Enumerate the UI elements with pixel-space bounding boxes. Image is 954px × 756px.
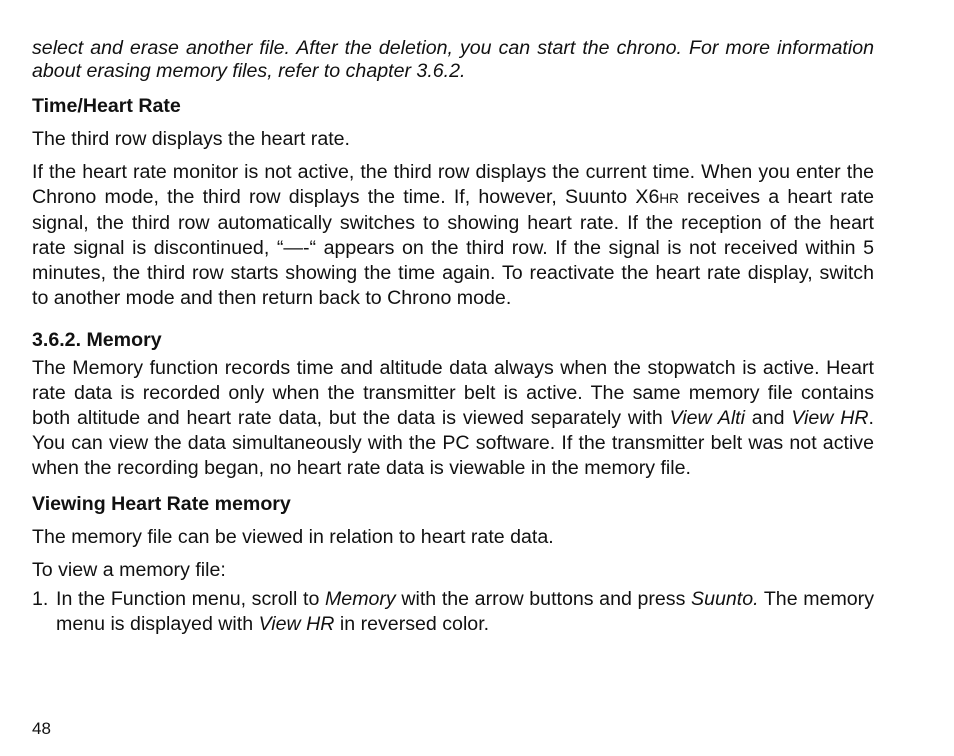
- paragraph-text: receives a heart rate signal, the third row automatically switches to showing heart rate. If the reception of the heart rate signal is discontinued, “—-“ appears on the third row. If the signal is not received within 5 minutes, the third row starts showing the time again. To reactivate the heart rate display, switch to another mode and then return back to Chrono mode.: [32, 186, 874, 309]
- view-hr-term: View HR: [791, 407, 869, 429]
- memory-heading: 3.6.2. Memory: [32, 329, 162, 351]
- memory-paragraph: [32, 356, 874, 481]
- to-view-paragraph: To view a memory file:: [32, 559, 226, 581]
- third-row-paragraph: The third row displays the heart rate.: [32, 128, 351, 150]
- suunto-term: Suunto.: [691, 588, 759, 610]
- viewing-heart-rate-memory-heading: Viewing Heart Rate memory: [32, 493, 291, 515]
- page-number: 48: [32, 719, 51, 738]
- step-text: with the arrow buttons and press: [395, 588, 692, 610]
- memory-term: Memory: [324, 588, 396, 610]
- memory-file-paragraph: The memory file can be viewed in relation to heart rate data.: [32, 526, 554, 548]
- step-text: In the Function menu, scroll to: [56, 588, 325, 610]
- paragraph-text: and: [744, 407, 792, 429]
- heart-rate-monitor-paragraph: [32, 160, 874, 311]
- hr-subscript: HR: [659, 191, 679, 206]
- intro-paragraph: select and erase another file. After the deletion, you can start the chrono. For more information about erasing memory files, refer to chapter 3.6.2.: [32, 37, 874, 82]
- paragraph-text: . You can view the data simultaneously with the PC software. If the transmitter belt was not active when the recording began, no heart rate data is viewable in the memory file.: [32, 407, 874, 479]
- paragraph-text: The Memory function records time and altitude data always when the stopwatch is active. Heart rate data is recorded only when the transmitter belt is active. The same memory file contains both altitude and heart rate data, but the data is viewed separately with: [32, 357, 874, 429]
- list-number: 1.: [32, 588, 49, 610]
- view-hr-term: View HR: [258, 613, 335, 635]
- manual-page: [32, 37, 874, 637]
- list-item: [32, 587, 874, 637]
- step-text: in reversed color.: [334, 613, 490, 635]
- view-alti-term: View Alti: [669, 407, 745, 429]
- time-heart-rate-heading: Time/Heart Rate: [32, 95, 181, 117]
- step-text: The memory menu is displayed with: [56, 588, 874, 635]
- paragraph-text: If the heart rate monitor is not active, the third row displays the current time. When you enter the Chrono mode, the third row displays the time. If, however, Suunto X6: [32, 161, 874, 208]
- list-item-text: [56, 587, 874, 637]
